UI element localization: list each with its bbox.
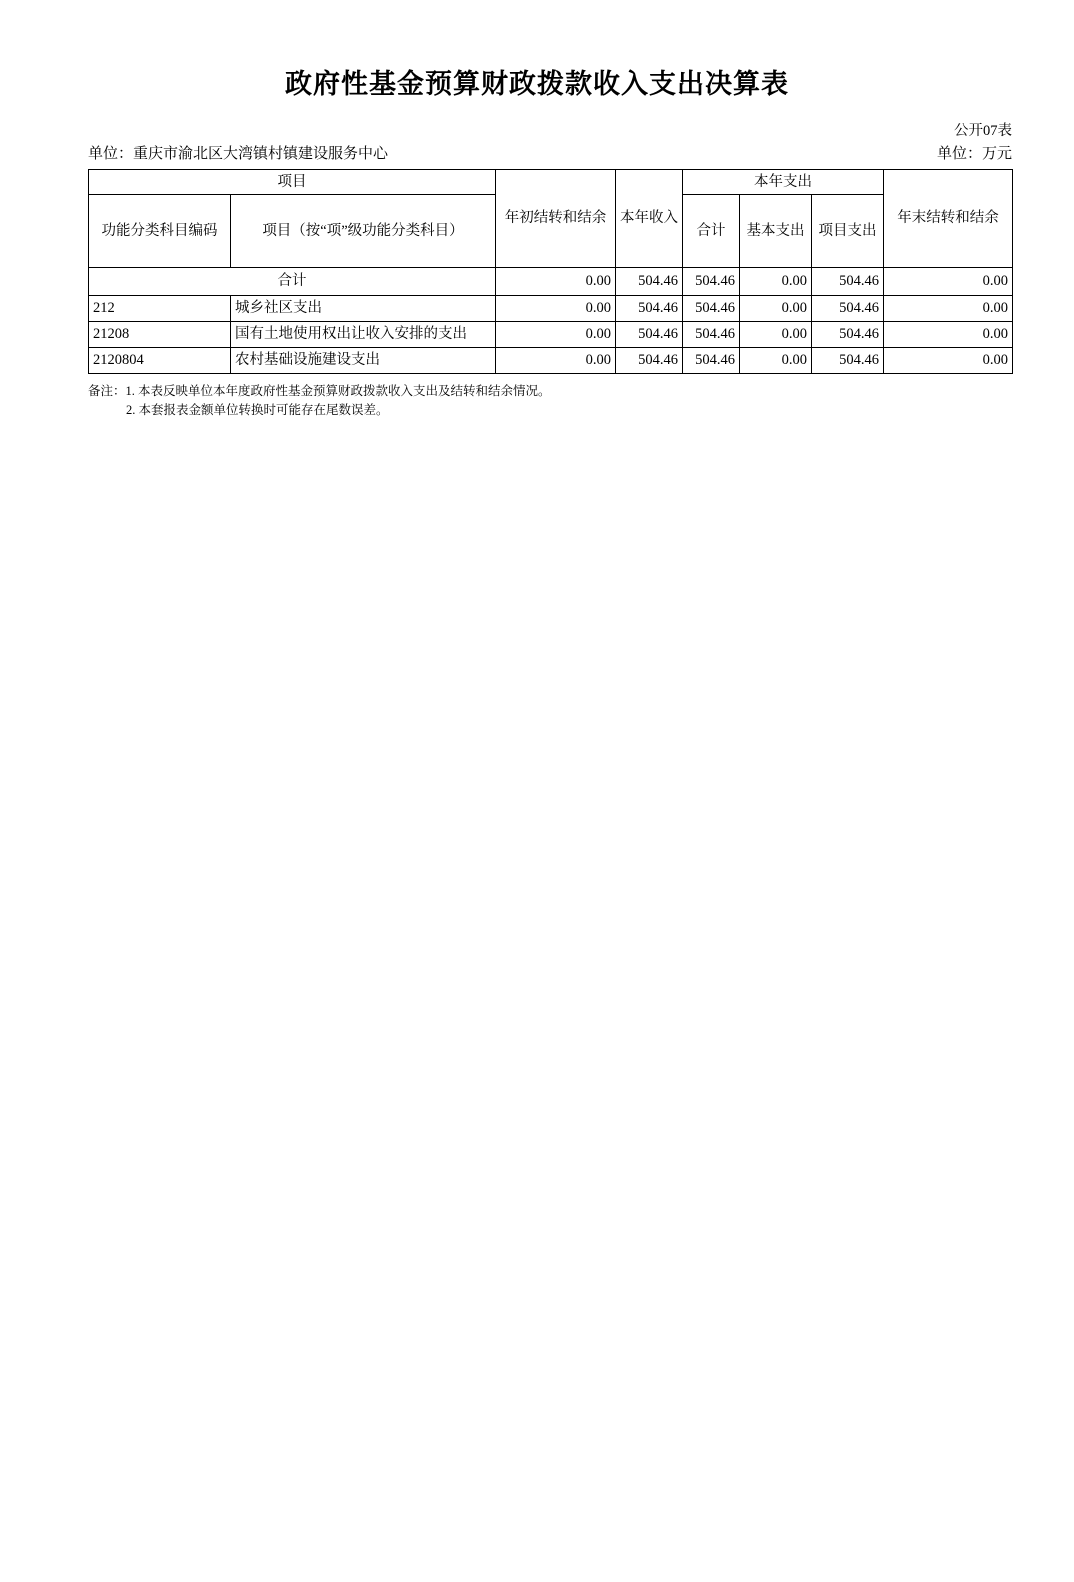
cell-end-balance: 0.00 bbox=[884, 322, 1013, 348]
cell-basic-expense: 0.00 bbox=[740, 322, 812, 348]
cell-year-income: 504.46 bbox=[616, 348, 683, 374]
cell-project-expense: 504.46 bbox=[812, 296, 884, 322]
cell-project-name: 城乡社区支出 bbox=[231, 296, 496, 322]
cell-end-balance: 0.00 bbox=[884, 296, 1013, 322]
table-notes bbox=[88, 382, 1074, 421]
table-row bbox=[89, 296, 1013, 322]
header-project-group: 项目 bbox=[89, 170, 496, 195]
row-total-label: 合计 bbox=[89, 268, 496, 296]
cell-expense-total: 504.46 bbox=[683, 348, 740, 374]
cell-begin-balance: 0.00 bbox=[496, 296, 616, 322]
cell-basic-expense: 0.00 bbox=[740, 296, 812, 322]
cell-project-name: 农村基础设施建设支出 bbox=[231, 348, 496, 374]
header-project-name: 项目（按“项”级功能分类科目） bbox=[231, 195, 496, 268]
cell-basic-expense: 0.00 bbox=[740, 348, 812, 374]
meta-row bbox=[0, 142, 1074, 163]
header-project-expense: 项目支出 bbox=[812, 195, 884, 268]
cell-expense-total: 504.46 bbox=[683, 296, 740, 322]
cell-project-expense: 504.46 bbox=[812, 348, 884, 374]
header-year-income: 本年收入 bbox=[616, 170, 683, 268]
table-row bbox=[89, 348, 1013, 374]
table-row bbox=[89, 322, 1013, 348]
sheet-code: 公开07表 bbox=[954, 123, 1012, 139]
unit-label: 单位：重庆市渝北区大湾镇村镇建设服务中心 bbox=[88, 146, 389, 162]
document-page bbox=[0, 62, 1074, 1582]
cell-function-code: 212 bbox=[89, 296, 231, 322]
header-function-code: 功能分类科目编码 bbox=[89, 195, 231, 268]
cell-end-balance: 0.00 bbox=[884, 348, 1013, 374]
amount-unit-label: 单位：万元 bbox=[936, 146, 1012, 162]
cell-project-name: 国有土地使用权出让收入安排的支出 bbox=[231, 322, 496, 348]
cell-expense-total: 504.46 bbox=[683, 322, 740, 348]
header-expense-total: 合计 bbox=[683, 195, 740, 268]
table-header-row-1 bbox=[89, 170, 1013, 195]
cell-begin-balance: 0.00 bbox=[496, 348, 616, 374]
table-row bbox=[89, 268, 1013, 296]
note-line-2: 2. 本套报表金额单位转换时可能存在尾数误差。 bbox=[126, 403, 389, 418]
header-begin-balance: 年初结转和结余 bbox=[496, 170, 616, 268]
header-basic-expense: 基本支出 bbox=[740, 195, 812, 268]
cell-year-income: 504.46 bbox=[616, 322, 683, 348]
cell-end-balance: 0.00 bbox=[884, 268, 1013, 296]
budget-table bbox=[88, 169, 1013, 374]
cell-year-income: 504.46 bbox=[616, 268, 683, 296]
note-line-1: 备注：1. 本表反映单位本年度政府性基金预算财政拨款收入支出及结转和结余情况。 bbox=[88, 384, 551, 398]
cell-expense-total: 504.46 bbox=[683, 268, 740, 296]
page-title: 政府性基金预算财政拨款收入支出决算表 bbox=[285, 69, 789, 100]
cell-basic-expense: 0.00 bbox=[740, 268, 812, 296]
cell-year-income: 504.46 bbox=[616, 296, 683, 322]
cell-project-expense: 504.46 bbox=[812, 322, 884, 348]
header-end-balance: 年末结转和结余 bbox=[884, 170, 1013, 268]
cell-project-expense: 504.46 bbox=[812, 268, 884, 296]
cell-begin-balance: 0.00 bbox=[496, 268, 616, 296]
header-year-expense-group: 本年支出 bbox=[683, 170, 884, 195]
cell-begin-balance: 0.00 bbox=[496, 322, 616, 348]
cell-function-code: 2120804 bbox=[89, 348, 231, 374]
cell-function-code: 21208 bbox=[89, 322, 231, 348]
